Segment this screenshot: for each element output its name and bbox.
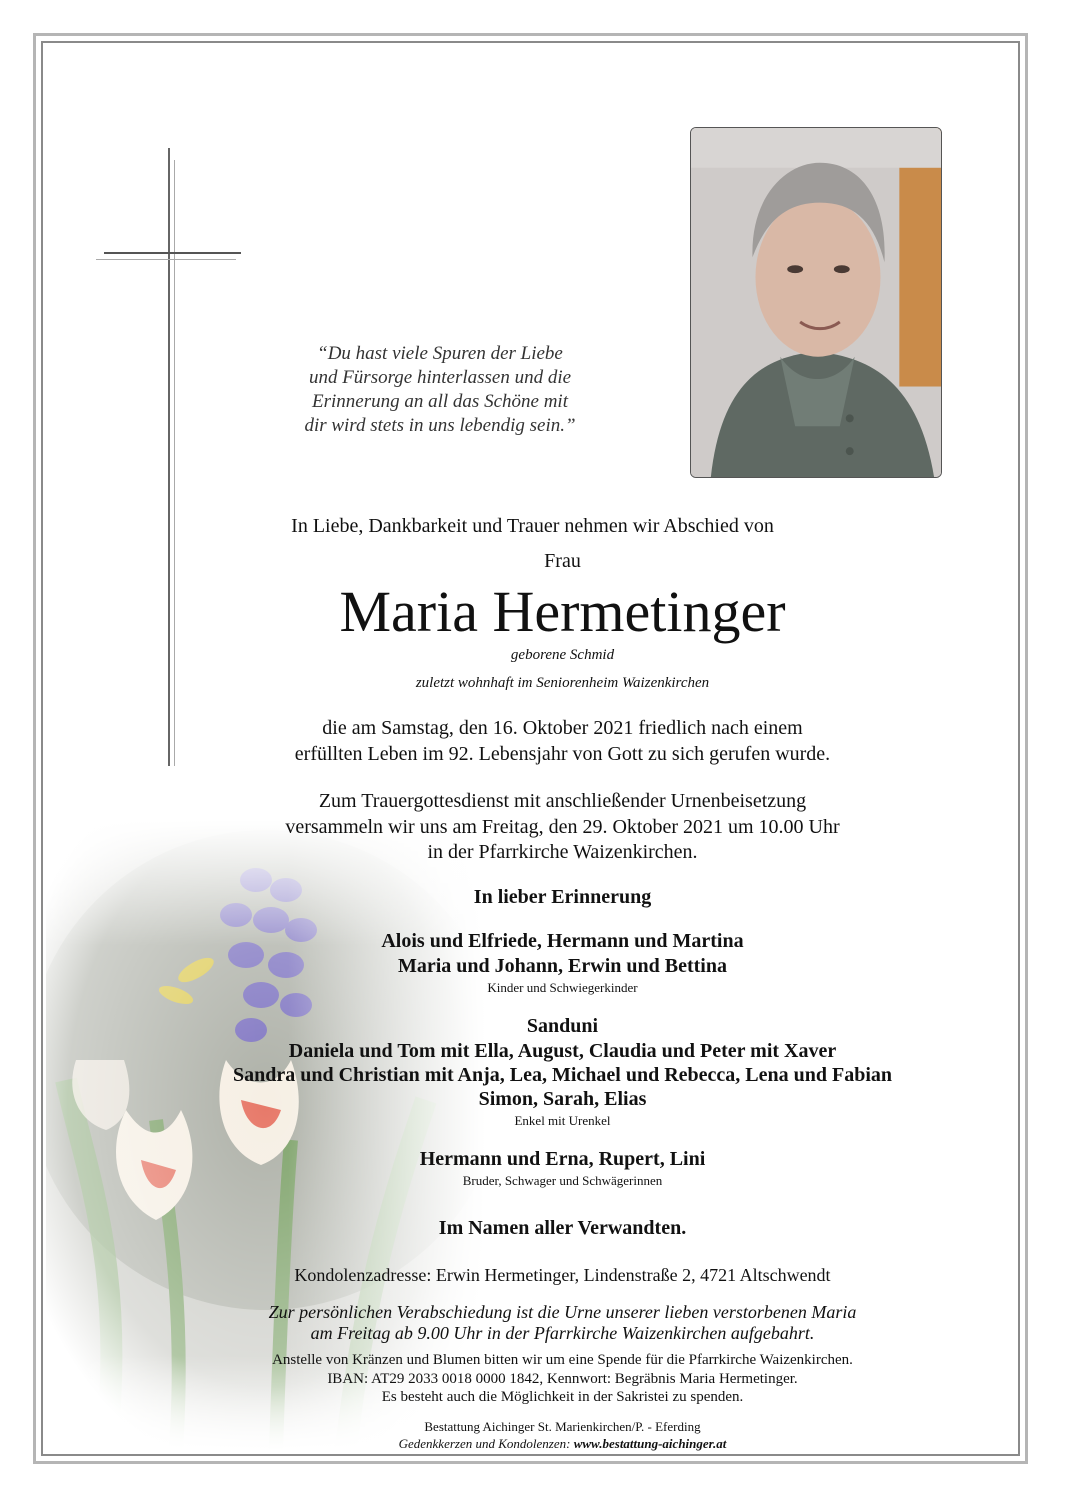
salutation: Frau <box>544 550 581 572</box>
family-line: Alois und Elfriede, Hermann und Martina <box>381 930 744 952</box>
service-line: versammeln wir uns am Freitag, den 29. Oktober 2021 um 10.00 Uhr <box>285 816 840 838</box>
donation-line: IBAN: AT29 2033 0018 0000 1842, Kennwort: Begräbnis Maria Hermetinger. <box>327 1371 798 1387</box>
residence: zuletzt wohnhaft im Seniorenheim Waizenkirchen <box>415 675 710 691</box>
family-line: Daniela und Tom mit Ella, August, Claudia und Peter mit Xaver <box>288 1040 837 1062</box>
family-line: Sanduni <box>526 1015 599 1037</box>
undertaker: Bestattung Aichinger St. Marienkirchen/P. - Eferding <box>424 1419 701 1434</box>
donation-line: Anstelle von Kränzen und Blumen bitten wir um eine Spende für die Pfarrkirche Waizenkirchen. <box>272 1352 853 1368</box>
deceased-name: Maria Hermetinger <box>339 579 786 644</box>
service-line: in der Pfarrkirche Waizenkirchen. <box>427 841 698 863</box>
service-line: Zum Trauergottesdienst mit anschließender Urnenbeisetzung <box>318 790 807 812</box>
condolence-address: Kondolenzadresse: Erwin Hermetinger, Lindenstraße 2, 4721 Altschwendt <box>294 1265 831 1285</box>
family-line: Hermann und Erna, Rupert, Lini <box>419 1148 706 1170</box>
memorial-quote <box>250 342 630 438</box>
memory-heading: In lieber Erinnerung <box>473 886 652 908</box>
footer-web <box>30 1436 1065 1452</box>
portrait-photo <box>690 127 942 478</box>
family-line: Maria und Johann, Erwin und Bettina <box>398 955 727 977</box>
family-line: Simon, Sarah, Elias <box>478 1088 647 1110</box>
quote-line: dir wird stets in uns lebendig sein.” <box>304 415 576 436</box>
family-caption: Enkel mit Urenkel <box>514 1113 611 1128</box>
death-notice-line: erfüllten Leben im 92. Lebensjahr von Gott zu sich gerufen wurde. <box>294 743 831 765</box>
death-notice-line: die am Samstag, den 16. Oktober 2021 friedlich nach einem <box>322 717 803 739</box>
web-label: Gedenkkerzen und Kondolenzen: <box>398 1436 574 1451</box>
relatives-line: Im Namen aller Verwandten. <box>438 1217 687 1239</box>
intro-text: In Liebe, Dankbarkeit und Trauer nehmen wir Abschied von <box>291 515 774 537</box>
viewing-line: am Freitag ab 9.00 Uhr in der Pfarrkirche Waizenkirchen aufgebahrt. <box>310 1323 815 1343</box>
viewing-line: Zur persönlichen Verabschiedung ist die Urne unserer lieben verstorbenen Maria <box>268 1302 857 1322</box>
quote-line: und Fürsorge hinterlassen und die <box>308 367 572 388</box>
family-caption: Bruder, Schwager und Schwägerinnen <box>462 1173 663 1188</box>
family-caption: Kinder und Schwiegerkinder <box>487 980 638 995</box>
donation-line: Es besteht auch die Möglichkeit in der Sakristei zu spenden. <box>381 1389 744 1405</box>
web-link[interactable]: www.bestattung-aichinger.at <box>573 1436 727 1451</box>
family-line: Sandra und Christian mit Anja, Lea, Michael und Rebecca, Lena und Fabian <box>233 1064 892 1086</box>
maiden-name: geborene Schmid <box>510 647 615 663</box>
quote-line: Erinnerung an all das Schöne mit <box>312 391 568 412</box>
quote-line: “Du hast viele Spuren der Liebe <box>317 343 563 364</box>
